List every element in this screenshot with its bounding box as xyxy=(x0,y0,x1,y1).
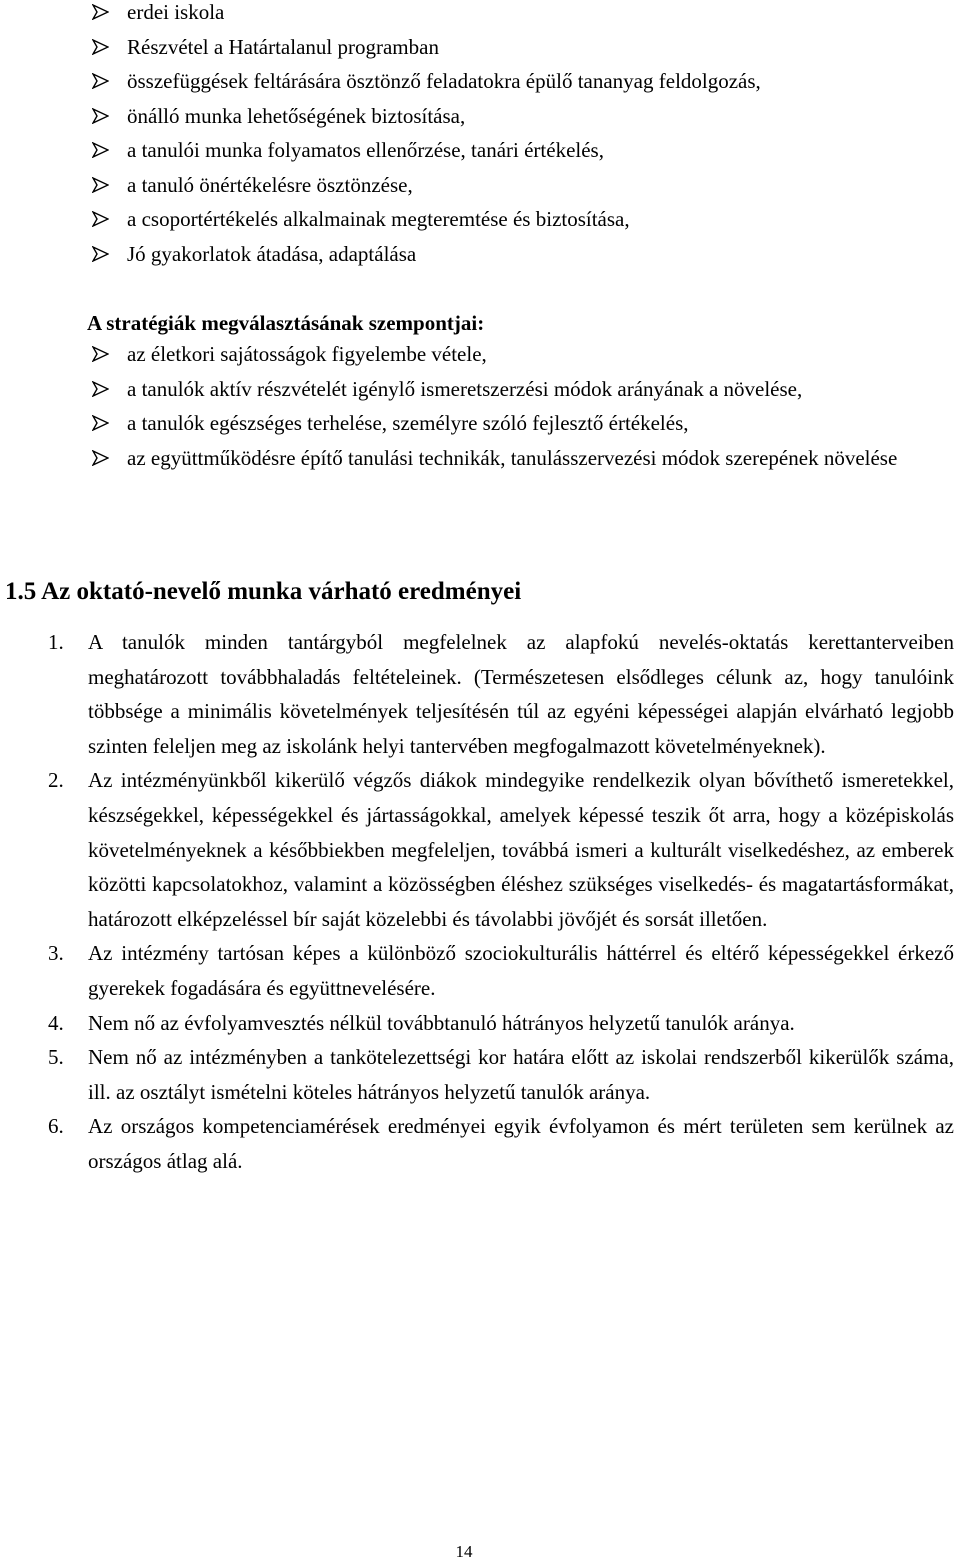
list-item xyxy=(0,202,960,237)
item-number: 3. xyxy=(48,941,64,966)
list-item-text: a csoportértékelés alkalmainak megteremtése és biztosítása, xyxy=(127,207,630,231)
list-item-text: az együttműködésre építő tanulási technikák, tanulásszervezési módok szerepének növelése xyxy=(127,445,898,470)
arrowhead-bullet-icon xyxy=(92,108,109,124)
item-text: A tanulók minden tantárgyból megfelelnek az alapfokú nevelés-oktatás kerettanterveiben meghatározott továbbhaladás feltételeinek. (Természetesen elsődleges célunk az, hogy tanulóink többsége a minimális követelmények teljesítésén túl az egyéni képességei alapján elvárható legjobb szinten feleljen meg az iskolánk helyi tantervében megfogalmazott követelményeknek). xyxy=(88,630,954,758)
list-item xyxy=(0,1006,960,1041)
list-item xyxy=(0,133,960,168)
list-item xyxy=(0,936,960,1005)
item-text: Nem nő az intézményben a tankötelezettségi kor határa előtt az iskolai rendszerből kikerülők száma, ill. az osztályt ismételni köteles hátrányos helyzetű tanulók aránya. xyxy=(88,1045,954,1104)
methods-bullet-list xyxy=(0,0,960,271)
list-item-text: a tanulók aktív részvételét igénylő ismeretszerzési módok arányának a növelése, xyxy=(127,376,803,401)
list-item xyxy=(0,625,960,763)
arrowhead-bullet-icon xyxy=(92,346,109,362)
expected-results-list xyxy=(0,625,960,1179)
item-text: Az intézmény tartósan képes a különböző szociokulturális háttérrel és eltérő képességekkel érkező gyerekek fogadására és együttnevelésére. xyxy=(88,941,954,1000)
list-item-text: önálló munka lehetőségének biztosítása, xyxy=(127,103,466,128)
list-item xyxy=(0,0,960,30)
list-item-text: Jó gyakorlatok átadása, adaptálása xyxy=(127,241,417,266)
item-number: 4. xyxy=(48,1010,64,1035)
strategy-criteria-list xyxy=(0,337,960,475)
item-text: Az országos kompetenciamérések eredményei egyik évfolyamon és mért területen sem kerülnek az országos átlag alá. xyxy=(88,1114,954,1173)
list-item xyxy=(0,237,960,272)
list-item-text: összefüggések feltárására ösztönző feladatokra épülő tananyag feldolgozás, xyxy=(127,69,761,93)
list-item-text: az életkori sajátosságok figyelembe vétele, xyxy=(127,342,487,366)
arrowhead-bullet-icon xyxy=(92,142,109,158)
arrowhead-bullet-icon xyxy=(92,211,109,227)
list-item xyxy=(0,30,960,65)
list-item xyxy=(0,1109,960,1178)
page-number: 14 xyxy=(455,1542,473,1561)
list-item xyxy=(0,1040,960,1109)
arrowhead-bullet-icon xyxy=(92,39,109,55)
arrowhead-bullet-icon xyxy=(92,4,109,20)
list-item xyxy=(0,406,960,441)
item-number: 2. xyxy=(48,768,64,793)
item-number: 5. xyxy=(48,1045,64,1070)
list-item-text: Részvétel a Határtalanul programban xyxy=(127,34,439,59)
list-item xyxy=(0,441,960,476)
list-item xyxy=(0,763,960,936)
arrowhead-bullet-icon xyxy=(92,415,109,431)
list-item xyxy=(0,64,960,99)
list-item xyxy=(0,99,960,134)
item-number: 1. xyxy=(48,630,64,654)
arrowhead-bullet-icon xyxy=(92,450,109,466)
item-number: 6. xyxy=(48,1114,64,1139)
list-item-text: a tanuló önértékelésre ösztönzése, xyxy=(127,172,413,197)
section-heading: 1.5 Az oktató-nevelő munka várható eredményei xyxy=(5,578,522,605)
list-item-text: a tanulók egészséges terhelése, személyre szóló fejlesztő értékelés, xyxy=(127,411,689,435)
strategy-heading: A stratégiák megválasztásának szempontjai: xyxy=(87,311,485,335)
arrowhead-bullet-icon xyxy=(92,73,109,89)
arrowhead-bullet-icon xyxy=(92,246,109,262)
list-item-text: erdei iskola xyxy=(127,0,225,24)
item-text: Nem nő az évfolyamvesztés nélkül továbbtanuló hátrányos helyzetű tanulók aránya. xyxy=(88,1010,795,1035)
list-item xyxy=(0,337,960,372)
arrowhead-bullet-icon xyxy=(92,177,109,193)
arrowhead-bullet-icon xyxy=(92,381,109,397)
list-item xyxy=(0,168,960,203)
list-item xyxy=(0,372,960,407)
item-text: Az intézményünkből kikerülő végzős diákok mindegyike rendelkezik olyan bővíthető ismeretekkel, készségekkel, képességekkel és jártasságokkal, amelyek képessé teszik őt arra, hogy a középiskolás követelményeknek a későbbiekben megfeleljen, továbbá ismeri a kulturált viselkedéshez, az emberek közötti kapcsolatokhoz, valamint a közösségben éléshez szükséges viselkedés- és magatartásformákat, határozott elképzeléssel bír saját közelebbi és távolabbi jövőjét és sorsát illetően. xyxy=(88,768,954,931)
list-item-text: a tanulói munka folyamatos ellenőrzése, tanári értékelés, xyxy=(127,138,604,162)
